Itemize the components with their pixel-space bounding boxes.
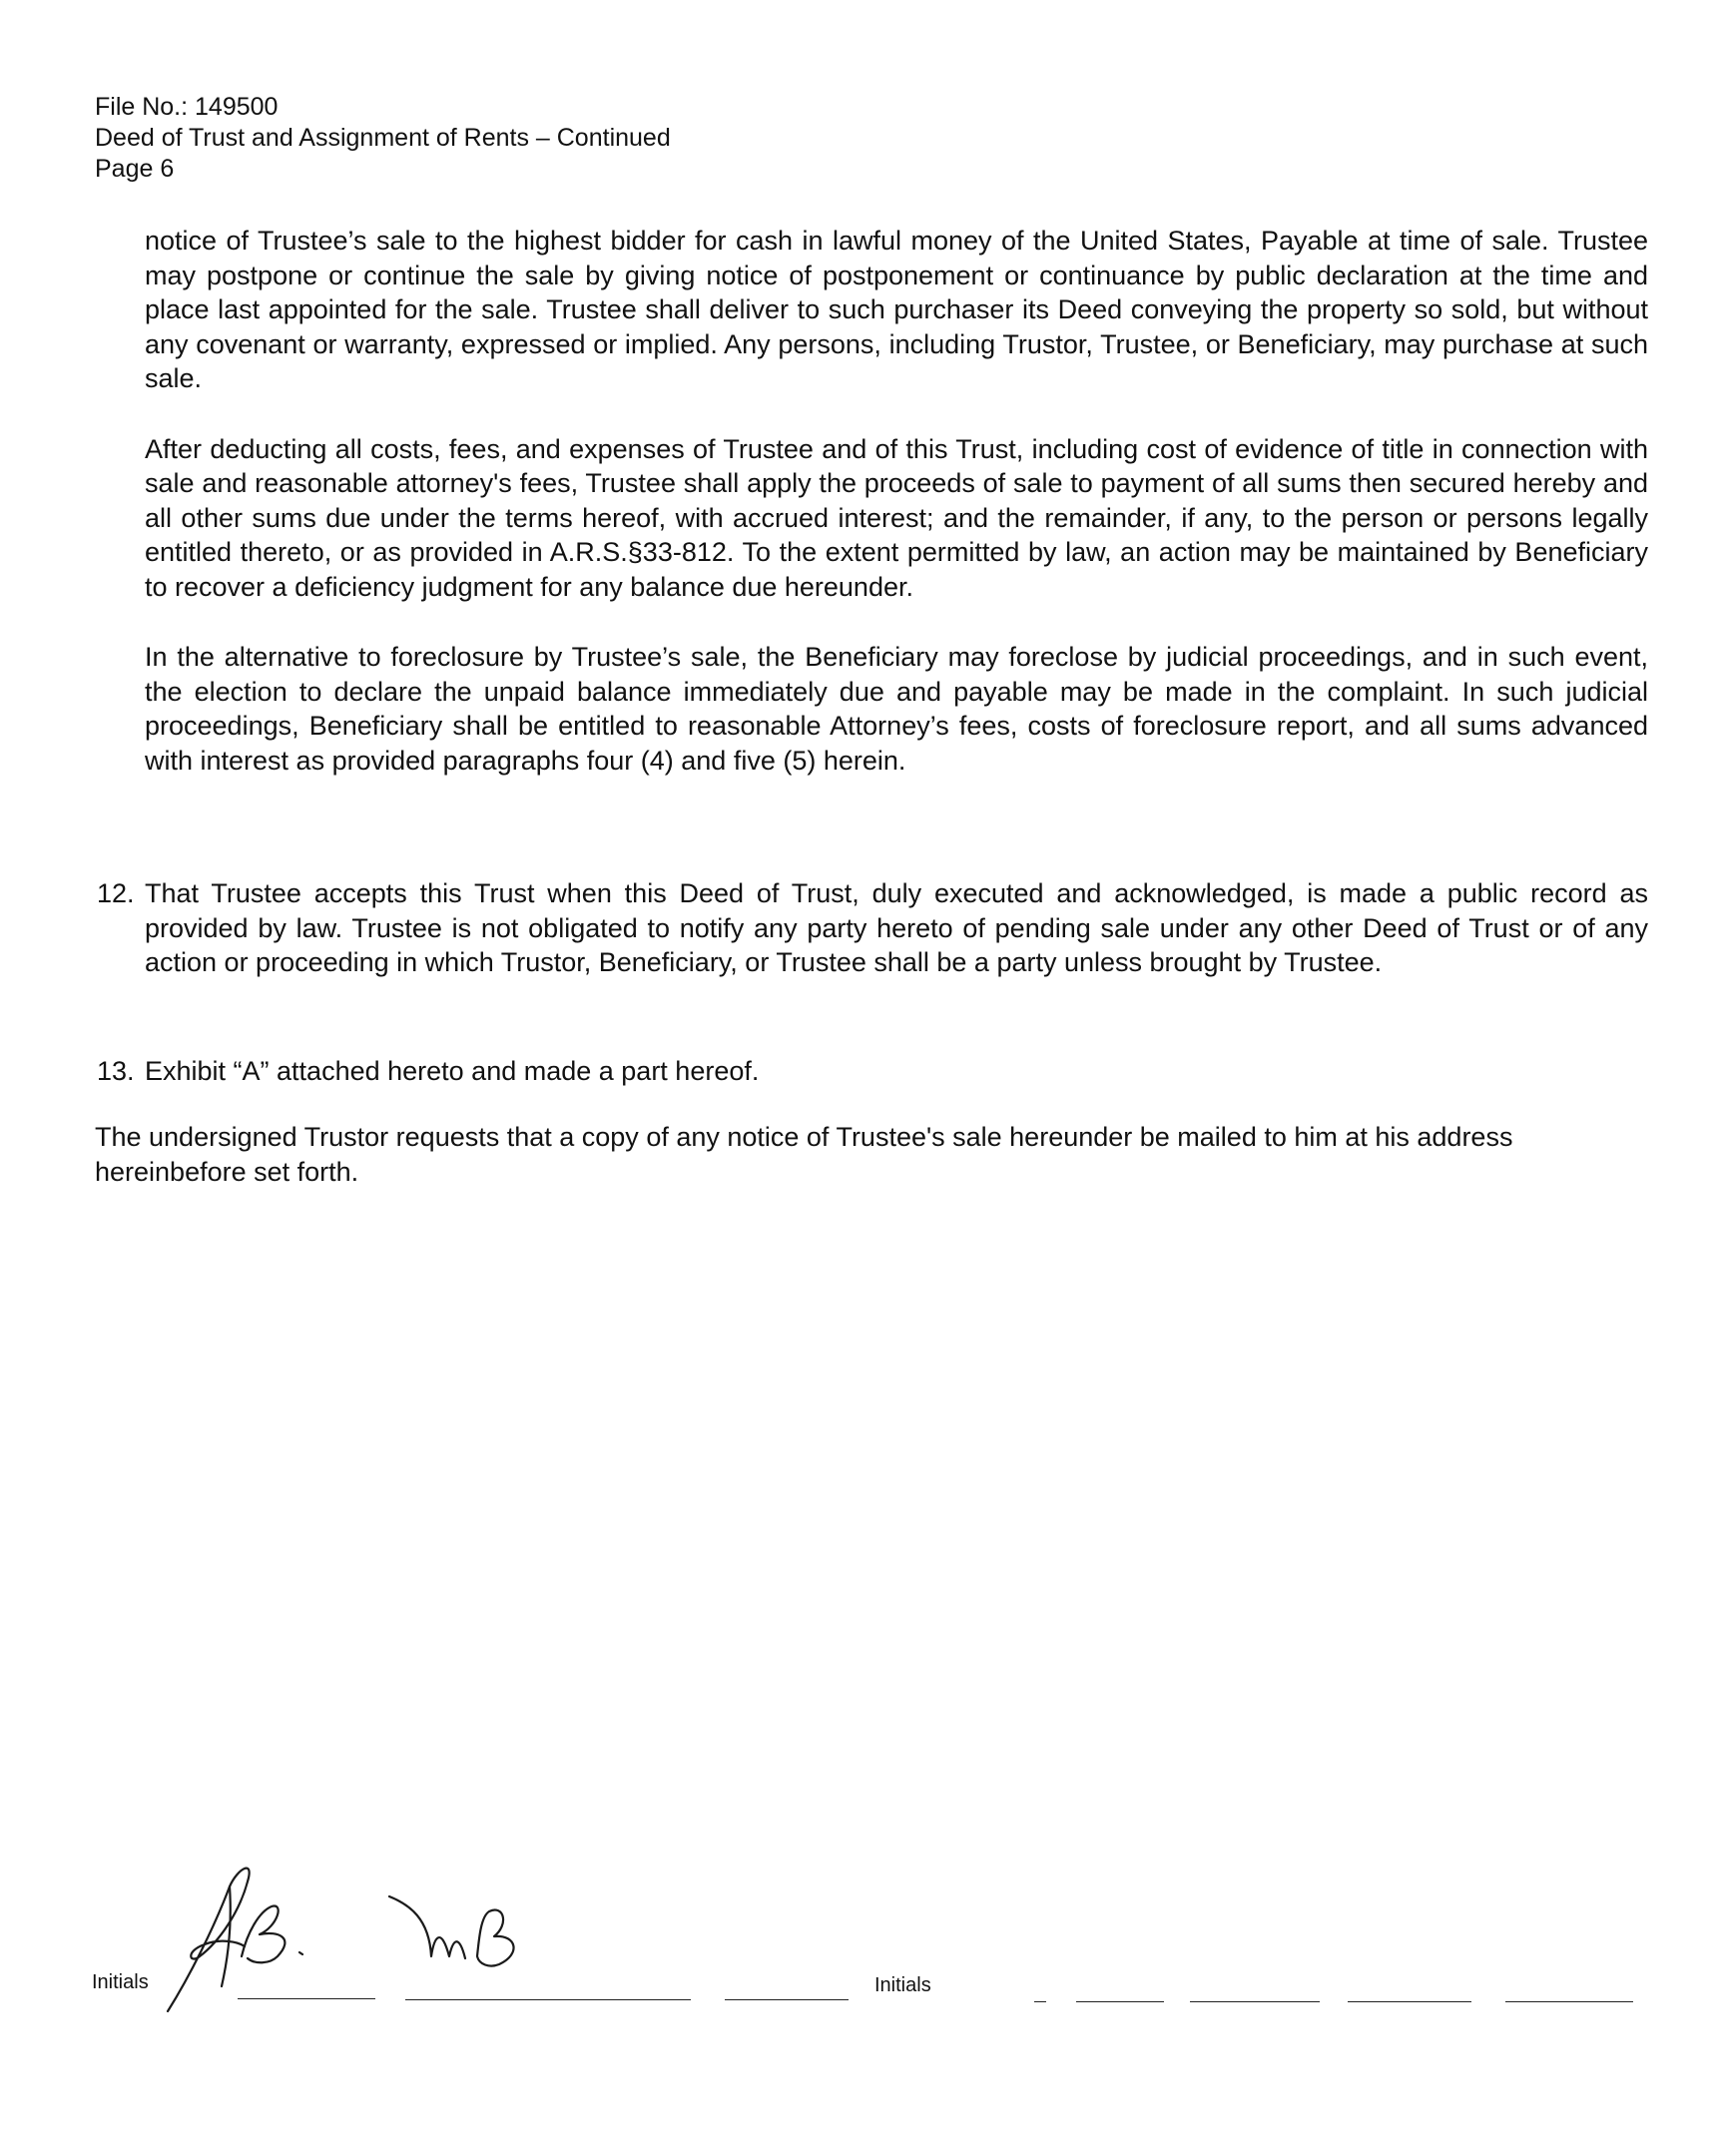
numbered-item-13 [97, 1054, 1648, 1089]
paragraph-proceeds: After deducting all costs, fees, and expenses of Trustee and of this Trust, including cost of evidence of title in connection with sale and reasonable attorney's fees, Trustee shall apply the proceeds of sale to payment of all sums then secured hereby and all other sums due under the terms hereof, with accrued interest; and the remainder, if any, to the person or persons legally entitled thereto, or as provided in A.R.S.§33-812. To the extent permitted by law, an action may be maintained by Beneficiary to recover a deficiency judgment for any balance due hereunder. [145, 433, 1648, 602]
page-header [95, 92, 671, 185]
initials-line-3 [725, 1999, 849, 2000]
item-number: 13. [97, 1056, 135, 1086]
item-number: 12. [97, 878, 135, 908]
item-text: That Trustee accepts this Trust when this Deed of Trust, duly executed and acknowledged, is made a public record as provided by law. Trustee is not obligated to notify any party hereto of pending sale under any other Deed of Trust or of any action or proceeding in which Trustor, Beneficiary, or Trustee shall be a party unless brought by Trustee. [145, 878, 1648, 977]
initials-line-6 [1190, 2001, 1320, 2002]
document-title: Deed of Trust and Assignment of Rents – Continued [95, 124, 671, 152]
initials-line-8 [1505, 2001, 1633, 2002]
initials-label-right: Initials [874, 1974, 931, 1996]
closing-request: The undersigned Trustor requests that a copy of any notice of Trustee's sale hereunder be mailed to him at his address hereinbefore set forth. [95, 1122, 1513, 1187]
initials-line-5 [1076, 2001, 1164, 2002]
body-continued-text [145, 224, 1648, 813]
initials-label-left: Initials [92, 1971, 149, 1993]
initials-line-2 [405, 1999, 691, 2000]
initials-line-4 [1034, 2001, 1046, 2002]
numbered-item-12 [97, 876, 1648, 980]
handwritten-initials-signature [160, 1857, 599, 2016]
item-text: Exhibit “A” attached hereto and made a part hereof. [145, 1056, 760, 1086]
paragraph-judicial-foreclosure: In the alternative to foreclosure by Trustee’s sale, the Beneficiary may foreclose by judicial proceedings, and in such event, the election to declare the unpaid balance immediately due and payable may be made in the complaint. In such judicial proceedings, Beneficiary shall be entitled to reasonable Attorney’s fees, costs of foreclosure report, and all sums advanced with interest as provided paragraphs four (4) and five (5) herein. [145, 642, 1648, 776]
initials-line-1 [238, 1998, 375, 1999]
initials-line-7 [1348, 2001, 1471, 2002]
file-number: File No.: 149500 [95, 93, 279, 121]
page-number: Page 6 [95, 155, 175, 183]
paragraph-trustee-sale: notice of Trustee’s sale to the highest bidder for cash in lawful money of the United States, Payable at time of sale. Trustee may postpone or continue the sale by giving notice of postponement or continuance by public declaration at the time and place last appointed for the sale. Trustee shall deliver to such purchaser its Deed conveying the property so sold, but without any covenant or warranty, expressed or implied. Any persons, including Trustor, Trustee, or Beneficiary, may purchase at such sale. [145, 226, 1648, 393]
